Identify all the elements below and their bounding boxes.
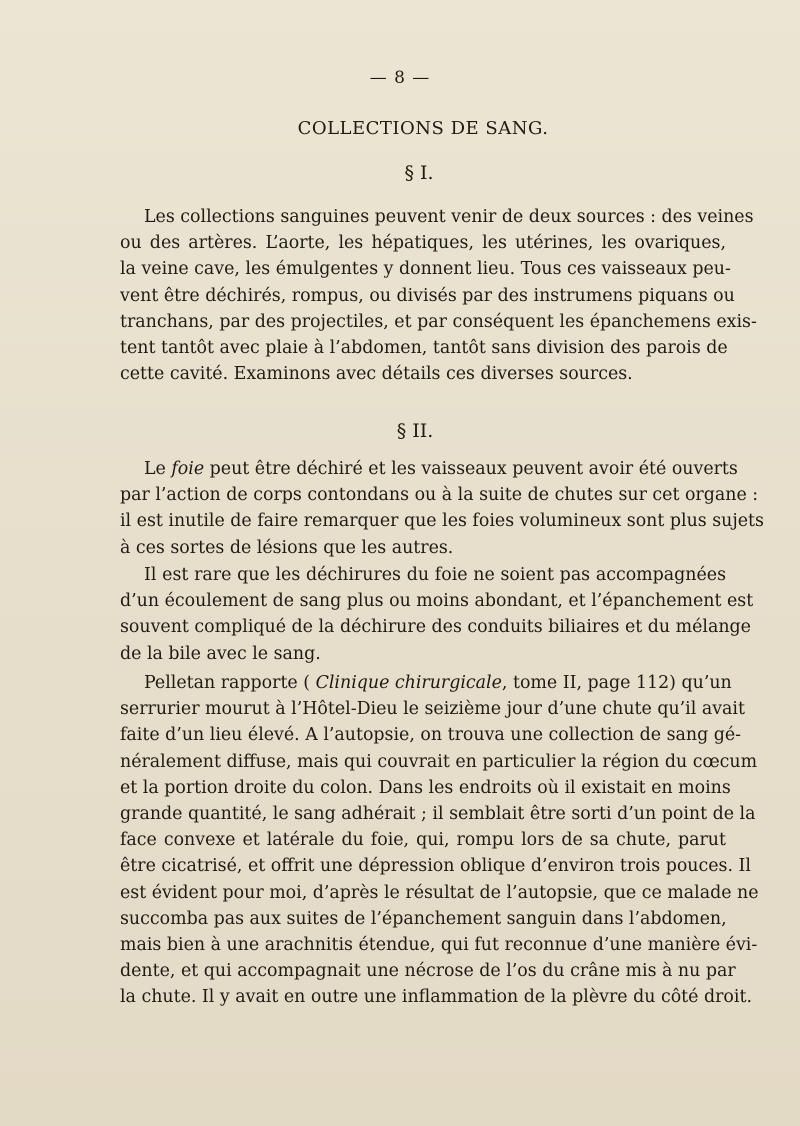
- text-line: de la bile avec le sang.: [120, 643, 321, 664]
- text-line: succomba pas aux suites de l’épanchement sanguin dans l’abdomen,: [120, 908, 727, 929]
- text-line: [120, 670, 732, 696]
- text-line: la veine cave, les émulgentes y donnent lieu. Tous ces vaisseaux peu-: [120, 259, 731, 280]
- text-line: dente, et qui accompagnait une nécrose de l’os du crâne mis à nu par: [120, 961, 736, 982]
- text-line: faite d’un lieu élevé. A l’autopsie, on trouva une collection de sang gé-: [120, 725, 742, 746]
- text-run: peut être déchiré et les vaisseaux peuvent avoir été ouverts: [204, 459, 738, 479]
- text-run: Pelletan rapporte (: [144, 673, 316, 693]
- text-line: ou des artères. L’aorte, les hépatiques, les utérines, les ovariques,: [120, 233, 726, 254]
- text-line: d’un écoulement de sang plus ou moins abondant, et l’épanchement est: [120, 591, 754, 612]
- text-line: Il est rare que les déchirures du foie ne soient pas accompagnées: [144, 565, 726, 585]
- section-heading-2: § II.: [396, 420, 434, 442]
- text-line: par l’action de corps contondans ou à la suite de chutes sur cet organe :: [120, 485, 759, 506]
- text-line: grande quantité, le sang adhérait ; il semblait être sorti d’un point de la: [120, 804, 756, 825]
- chapter-title: COLLECTIONS DE SANG.: [297, 118, 549, 139]
- text-line: mais bien à une arachnitis étendue, qui fut reconnue d’une manière évi-: [120, 935, 758, 956]
- text-line: Les collections sanguines peuvent venir de deux sources : des veines: [144, 207, 754, 227]
- text-line: la chute. Il y avait en outre une inflammation de la plèvre du côté droit.: [120, 987, 752, 1008]
- page-number: — 8 —: [369, 68, 431, 88]
- text-line: vent être déchirés, rompus, ou divisés par des instrumens piquans ou: [120, 285, 735, 306]
- text-line: souvent compliqué de la déchirure des conduits biliaires et du mélange: [120, 617, 751, 638]
- text-line: néralement diffuse, mais qui couvrait en particulier la région du cœcum: [120, 751, 758, 772]
- paragraph-3: [120, 562, 754, 667]
- text-line: face convexe et latérale du foie, qui, rompu lors de sa chute, parut: [120, 830, 726, 851]
- section-heading-1: § I.: [404, 162, 434, 184]
- text-line: tent tantôt avec plaie à l’abdomen, tantôt sans division des parois de: [120, 338, 728, 359]
- text-line: [120, 456, 738, 482]
- paragraph-4: [120, 670, 759, 1011]
- text-line: et la portion droite du colon. Dans les endroits où il existait en moins: [120, 777, 731, 798]
- text-line: cette cavité. Examinons avec détails ces diverses sources.: [120, 364, 633, 385]
- paragraph-1: [120, 204, 757, 387]
- text-line: à ces sortes de lésions que les autres.: [120, 537, 454, 558]
- emphasis-clinique: Clinique chirurgicale: [315, 673, 502, 693]
- emphasis-foie: foie: [171, 459, 205, 479]
- text-line: être cicatrisé, et offrit une dépression oblique d’environ trois pouces. Il: [120, 856, 751, 877]
- text-run: , tome II, page 112) qu’un: [501, 673, 732, 693]
- text-line: serrurier mourut à l’Hôtel-Dieu le seizième jour d’une chute qu’il avait: [120, 699, 745, 720]
- text-run: Le: [144, 459, 172, 479]
- text-line: tranchans, par des projectiles, et par conséquent les épanchemens exis-: [120, 311, 757, 332]
- text-line: il est inutile de faire remarquer que les foies volumineux sont plus sujets: [120, 511, 764, 532]
- text-line: est évident pour moi, d’après le résultat de l’autopsie, que ce malade ne: [120, 882, 759, 903]
- paragraph-2: [120, 456, 764, 561]
